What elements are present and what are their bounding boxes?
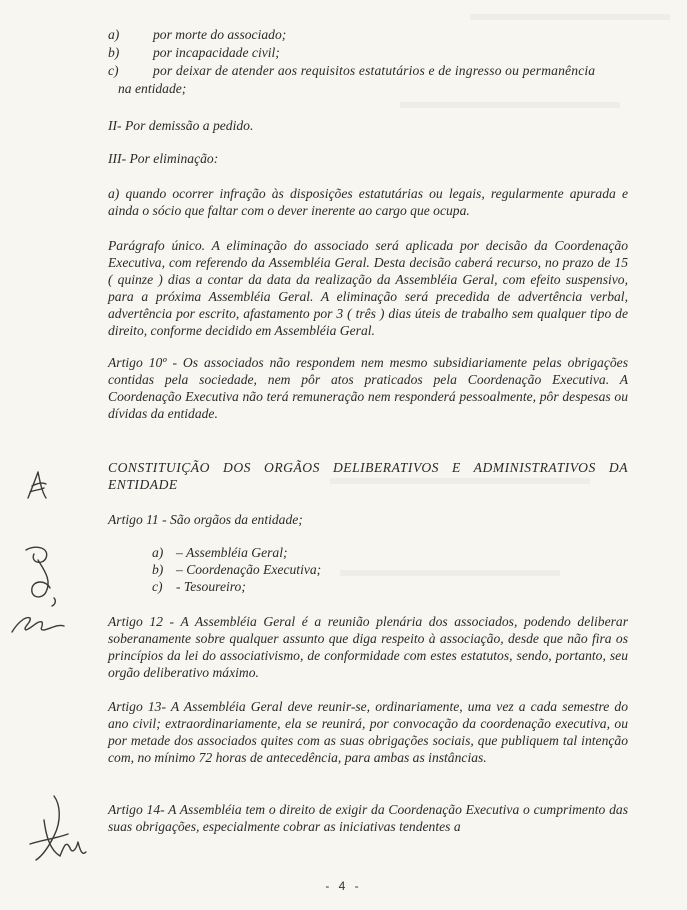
artigo-11: Artigo 11 - São orgãos da entidade; <box>108 512 303 527</box>
orgao-label: b) <box>152 562 164 577</box>
artigo-13: Artigo 13- A Assembléia Geral deve reunir-se, ordinariamente, uma vez a cada semestre do ano civil; extraordinariamente, ela se reunirá, por convocação da coordenação executiva, ou por metade dos associados quites com as suas obrigações sociais, que publiquem tal intenção com, no mínimo 72 horas de antecedência, para ambas as instâncias. <box>108 699 628 765</box>
orgao-text: – Coordenação Executiva; <box>176 562 322 577</box>
bleed-through-mark <box>340 570 560 576</box>
clause-c-continuation: na entidade; <box>118 81 187 96</box>
clause-text: por morte do associado; <box>153 27 287 42</box>
artigo-14: Artigo 14- A Assembléia tem o direito de exigir da Coordenação Executiva o cumprimento das suas obrigações, especialmente cobrar as iniciativas tendentes a <box>108 802 628 834</box>
clause-label: c) <box>108 63 119 78</box>
section-heading: CONSTITUIÇÃO DOS ORGÃOS DELIBERATIVOS E ADMINISTRATIVOS DA ENTIDADE <box>108 460 628 492</box>
orgao-label: a) <box>152 545 164 560</box>
paragrafo-unico: Parágrafo único. A eliminação do associado será aplicada por decisão da Coordenação Executiva, com referendo da Assembléia Geral. Desta decisão caberá recurso, no prazo de 15 ( quinze ) dias a contar da data da realização da Assembléia Geral, com efeito suspensivo, para a próxima Assembléia Geral. A eliminação será precedida de advertência verbal, advertência por escrito, afastamento por 3 ( três ) dias úteis de trabalho sem qualquer tipo de direito, conforme decidido em Assembléia Geral. <box>108 238 628 338</box>
item-iii: III- Por eliminação: <box>108 151 219 166</box>
artigo-10: Artigo 10º - Os associados não respondem nem mesmo subsidiariamente pelas obrigações contidas pela sociedade, nem pôr atos praticados pela Coordenação Executiva. A Coordenação Executiva não terá remuneração nem responderá pessoalmente, pôr despesas ou dívidas da entidade. <box>108 355 628 421</box>
artigo-12: Artigo 12 - A Assembléia Geral é a reunião plenária dos associados, podendo deliberar soberanamente sobre qualquer assunto que diga respeito à associação, desde que não fira os princípios da lei do associativismo, de conformidade com estes estatutos, sendo, portanto, seu orgão deliberativo máximo. <box>108 614 628 680</box>
bleed-through-mark <box>400 102 620 108</box>
bleed-through-mark <box>470 14 670 20</box>
initials-signature-4 <box>24 790 90 870</box>
elimination-clause-a: a) quando ocorrer infração às disposições estatutárias ou legais, regularmente apurada e ainda o sócio que faltar com o dever inerente ao cargo que ocupa. <box>108 186 628 218</box>
clause-text: por incapacidade civil; <box>153 45 280 60</box>
orgao-text: - Tesoureiro; <box>176 579 246 594</box>
orgao-label: c) <box>152 579 163 594</box>
initials-signature-1 <box>22 468 52 504</box>
page-number: - 4 - <box>325 879 362 893</box>
clause-label: a) <box>108 27 120 42</box>
orgao-text: – Assembléia Geral; <box>176 545 288 560</box>
initials-signature-3 <box>8 608 68 638</box>
clause-text: por deixar de atender aos requisitos estatutários e de ingresso ou permanência <box>153 63 596 78</box>
clause-label: b) <box>108 45 120 60</box>
initials-signature-2 <box>16 540 66 610</box>
item-ii: II- Por demissão a pedido. <box>108 118 254 133</box>
